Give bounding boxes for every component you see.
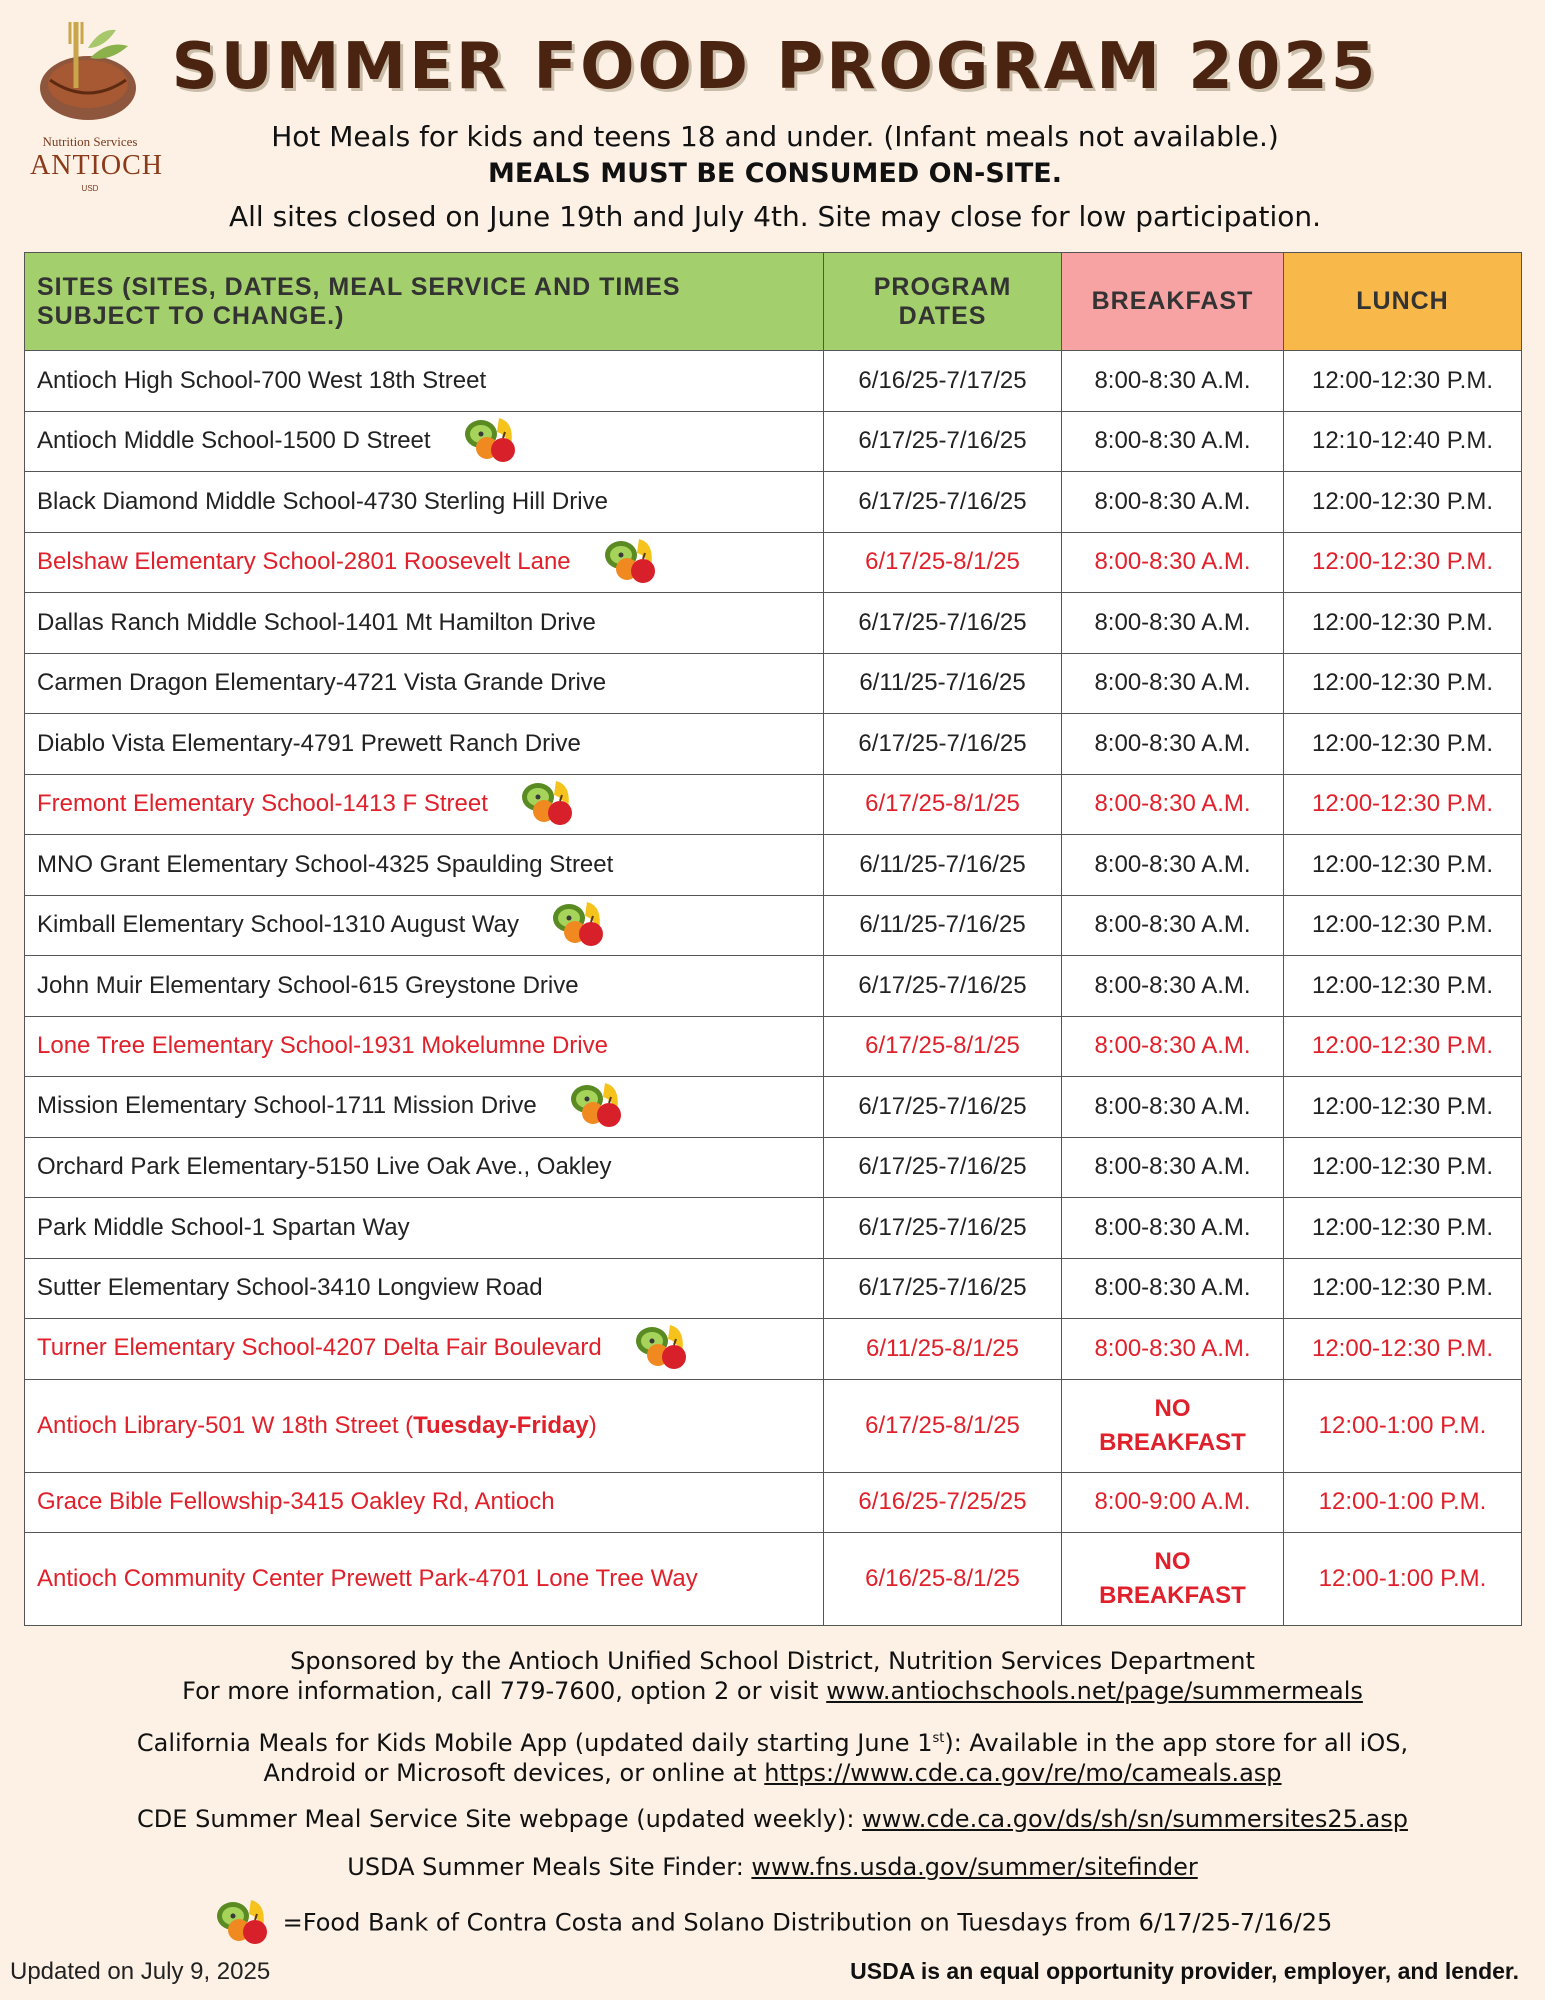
table-row — [25, 1258, 1522, 1319]
subtitle-closures: All sites closed on June 19th and July 4th. Site may close for low participation. — [228, 200, 1322, 233]
logo-text-nutrition: Nutrition Services — [42, 134, 138, 149]
bowl-fork-icon — [30, 18, 150, 133]
table-row — [25, 774, 1522, 835]
lunch-cell: 12:00-12:30 P.M. — [1284, 835, 1522, 896]
lunch-cell: 12:00-12:30 P.M. — [1284, 593, 1522, 654]
breakfast-cell: 8:00-8:30 A.M. — [1062, 1137, 1284, 1198]
table-row — [25, 1198, 1522, 1259]
breakfast-cell: 8:00-8:30 A.M. — [1062, 411, 1284, 472]
lunch-cell: 12:10-12:40 P.M. — [1284, 411, 1522, 472]
lunch-cell: 12:00-12:30 P.M. — [1284, 1077, 1522, 1138]
table-row — [25, 532, 1522, 593]
dates-cell: 6/11/25-7/16/25 — [824, 835, 1062, 896]
breakfast-cell: NO BREAKFAST — [1062, 1533, 1284, 1626]
dates-cell: 6/17/25-7/16/25 — [824, 714, 1062, 775]
table-row — [25, 411, 1522, 472]
header-lunch: LUNCH — [1284, 253, 1522, 351]
lunch-cell: 12:00-12:30 P.M. — [1284, 1319, 1522, 1380]
table-body — [25, 351, 1522, 1380]
table-row — [25, 593, 1522, 654]
dates-cell: 6/17/25-7/16/25 — [824, 411, 1062, 472]
dates-cell: 6/11/25-7/16/25 — [824, 895, 1062, 956]
dates-cell: 6/17/25-7/16/25 — [824, 956, 1062, 1017]
site-cell: Belshaw Elementary School-2801 Roosevelt Lane — [25, 532, 824, 593]
site-cell: Black Diamond Middle School-4730 Sterling Hill Drive — [25, 472, 824, 533]
site-cell: Kimball Elementary School-1310 August Way — [25, 895, 824, 956]
breakfast-cell: 8:00-8:30 A.M. — [1062, 1016, 1284, 1077]
breakfast-cell: 8:00-8:30 A.M. — [1062, 835, 1284, 896]
site-cell: Orchard Park Elementary-5150 Live Oak Ave., Oakley — [25, 1137, 824, 1198]
lunch-cell: 12:00-12:30 P.M. — [1284, 351, 1522, 412]
breakfast-cell: 8:00-8:30 A.M. — [1062, 895, 1284, 956]
sponsor-block — [60, 1646, 1485, 1706]
app-text: California Meals for Kids Mobile App (updated daily starting June 1st): Available in the app store for all iOS, — [136, 1729, 1409, 1757]
table-row — [25, 1379, 1522, 1472]
dates-cell: 6/16/25-7/17/25 — [824, 351, 1062, 412]
lunch-cell: 12:00-12:30 P.M. — [1284, 1137, 1522, 1198]
header-sites: SITES (SITES, DATES, MEAL SERVICE AND TIMES SUBJECT TO CHANGE.) — [25, 253, 824, 351]
usda-equal-opportunity: USDA is an equal opportunity provider, employer, and lender. — [850, 1958, 1519, 1984]
site-cell: Antioch Middle School-1500 D Street — [25, 411, 824, 472]
lunch-cell: 12:00-12:30 P.M. — [1284, 714, 1522, 775]
breakfast-cell: 8:00-8:30 A.M. — [1062, 956, 1284, 1017]
page-title: SUMMER FOOD PROGRAM 2025 — [171, 30, 1379, 104]
info-text: For more information, call 779-7600, option 2 or visit www.antiochschools.net/page/summermeals — [182, 1677, 1363, 1705]
lunch-cell: 12:00-12:30 P.M. — [1284, 1016, 1522, 1077]
breakfast-cell: NO BREAKFAST — [1062, 1379, 1284, 1472]
logo-text-usd: USD — [81, 184, 99, 193]
dates-cell: 6/17/25-7/16/25 — [824, 1077, 1062, 1138]
sponsor-text: Sponsored by the Antioch Unified School District, Nutrition Services Department — [290, 1647, 1255, 1675]
dates-cell: 6/17/25-7/16/25 — [824, 1258, 1062, 1319]
dates-cell: 6/11/25-7/16/25 — [824, 653, 1062, 714]
cde-summersites-link[interactable]: www.cde.ca.gov/ds/sh/sn/summersites25.asp — [862, 1805, 1408, 1833]
table-row — [25, 351, 1522, 412]
lunch-cell: 12:00-1:00 P.M. — [1284, 1533, 1522, 1626]
site-cell: Diablo Vista Elementary-4791 Prewett Ranch Drive — [25, 714, 824, 775]
breakfast-cell: 8:00-8:30 A.M. — [1062, 714, 1284, 775]
table-row — [25, 1533, 1522, 1626]
site-cell: Turner Elementary School-4207 Delta Fair Boulevard — [25, 1319, 824, 1380]
lunch-cell: 12:00-12:30 P.M. — [1284, 956, 1522, 1017]
cde-block: CDE Summer Meal Service Site webpage (updated weekly): www.cde.ca.gov/ds/sh/sn/summersites25.asp — [137, 1805, 1408, 1833]
breakfast-cell: 8:00-8:30 A.M. — [1062, 593, 1284, 654]
table-row — [25, 653, 1522, 714]
lunch-cell: 12:00-12:30 P.M. — [1284, 1258, 1522, 1319]
lunch-cell: 12:00-12:30 P.M. — [1284, 1198, 1522, 1259]
usda-block: USDA Summer Meals Site Finder: www.fns.usda.gov/summer/sitefinder — [347, 1853, 1198, 1881]
subtitle-onsite: MEALS MUST BE CONSUMED ON-SITE. — [488, 158, 1062, 189]
dates-cell: 6/17/25-8/1/25 — [824, 1016, 1062, 1077]
dates-cell: 6/17/25-8/1/25 — [824, 1379, 1062, 1472]
breakfast-cell: 8:00-9:00 A.M. — [1062, 1472, 1284, 1533]
header-program-dates: PROGRAM DATES — [824, 253, 1062, 351]
cameals-link[interactable]: https://www.cde.ca.gov/re/mo/cameals.asp — [764, 1759, 1282, 1787]
breakfast-cell: 8:00-8:30 A.M. — [1062, 653, 1284, 714]
site-cell: Fremont Elementary School-1413 F Street — [25, 774, 824, 835]
table-row — [25, 1472, 1522, 1533]
table-row — [25, 1137, 1522, 1198]
legend-block — [60, 1894, 1485, 1953]
table-header-row — [25, 253, 1522, 351]
site-cell: Carmen Dragon Elementary-4721 Vista Grande Drive — [25, 653, 824, 714]
table-row — [25, 714, 1522, 775]
breakfast-cell: 8:00-8:30 A.M. — [1062, 1258, 1284, 1319]
breakfast-cell: 8:00-8:30 A.M. — [1062, 1077, 1284, 1138]
table-row — [25, 1077, 1522, 1138]
fruit-basket-icon — [461, 412, 525, 471]
breakfast-cell: 8:00-8:30 A.M. — [1062, 472, 1284, 533]
lunch-cell: 12:00-12:30 P.M. — [1284, 472, 1522, 533]
lunch-cell: 12:00-12:30 P.M. — [1284, 895, 1522, 956]
updated-date: Updated on July 9, 2025 — [10, 1958, 271, 1985]
lunch-cell: 12:00-12:30 P.M. — [1284, 774, 1522, 835]
app-text-line2: Android or Microsoft devices, or online at https://www.cde.ca.gov/re/mo/cameals.asp — [263, 1759, 1282, 1787]
lunch-cell: 12:00-12:30 P.M. — [1284, 532, 1522, 593]
subtitle-eligibility: Hot Meals for kids and teens 18 and under. (Infant meals not available.) — [271, 120, 1279, 153]
breakfast-cell: 8:00-8:30 A.M. — [1062, 774, 1284, 835]
lunch-cell: 12:00-1:00 P.M. — [1284, 1472, 1522, 1533]
dates-cell: 6/17/25-7/16/25 — [824, 593, 1062, 654]
breakfast-cell: 8:00-8:30 A.M. — [1062, 351, 1284, 412]
dates-cell: 6/16/25-7/25/25 — [824, 1472, 1062, 1533]
dates-cell: 6/16/25-8/1/25 — [824, 1533, 1062, 1626]
site-cell: Antioch Library-501 W 18th Street (Tuesday-Friday) — [25, 1379, 824, 1472]
table-row — [25, 1016, 1522, 1077]
usda-sitefinder-link[interactable]: www.fns.usda.gov/summer/sitefinder — [751, 1853, 1198, 1881]
library-days: Tuesday-Friday — [413, 1411, 589, 1439]
table-row — [25, 835, 1522, 896]
lunch-cell: 12:00-12:30 P.M. — [1284, 653, 1522, 714]
breakfast-cell: 8:00-8:30 A.M. — [1062, 1319, 1284, 1380]
fruit-basket-icon — [601, 533, 665, 592]
fruit-basket-icon — [632, 1319, 696, 1378]
dates-cell: 6/17/25-7/16/25 — [824, 472, 1062, 533]
dates-cell: 6/17/25-7/16/25 — [824, 1198, 1062, 1259]
dates-cell: 6/17/25-8/1/25 — [824, 532, 1062, 593]
table-row — [25, 472, 1522, 533]
site-cell: Grace Bible Fellowship-3415 Oakley Rd, Antioch — [25, 1472, 824, 1533]
dates-cell: 6/17/25-7/16/25 — [824, 1137, 1062, 1198]
fruit-basket-icon — [518, 775, 582, 834]
site-cell: Antioch High School-700 West 18th Street — [25, 351, 824, 412]
breakfast-cell: 8:00-8:30 A.M. — [1062, 1198, 1284, 1259]
breakfast-cell: 8:00-8:30 A.M. — [1062, 532, 1284, 593]
meal-sites-table — [24, 252, 1522, 1626]
site-cell: Park Middle School-1 Spartan Way — [25, 1198, 824, 1259]
site-cell: Lone Tree Elementary School-1931 Mokelumne Drive — [25, 1016, 824, 1077]
site-cell: MNO Grant Elementary School-4325 Spaulding Street — [25, 835, 824, 896]
fruit-basket-icon — [213, 1894, 277, 1953]
table-body-extra — [25, 1379, 1522, 1626]
header-breakfast: BREAKFAST — [1062, 253, 1284, 351]
dates-cell: 6/17/25-8/1/25 — [824, 774, 1062, 835]
summermeals-link[interactable]: www.antiochschools.net/page/summermeals — [826, 1677, 1363, 1705]
dates-cell: 6/11/25-8/1/25 — [824, 1319, 1062, 1380]
table-row — [25, 1319, 1522, 1380]
fruit-basket-icon — [567, 1077, 631, 1136]
table-row — [25, 956, 1522, 1017]
legend-text: =Food Bank of Contra Costa and Solano Distribution on Tuesdays from 6/17/25-7/16/25 — [282, 1908, 1333, 1937]
site-cell: John Muir Elementary School-615 Greystone Drive — [25, 956, 824, 1017]
site-cell: Dallas Ranch Middle School-1401 Mt Hamilton Drive — [25, 593, 824, 654]
app-block — [60, 1724, 1485, 1788]
lunch-cell: 12:00-1:00 P.M. — [1284, 1379, 1522, 1472]
fruit-basket-icon — [549, 896, 613, 955]
site-cell: Antioch Community Center Prewett Park-4701 Lone Tree Way — [25, 1533, 824, 1626]
table-row — [25, 895, 1522, 956]
site-cell: Mission Elementary School-1711 Mission Drive — [25, 1077, 824, 1138]
site-cell: Sutter Elementary School-3410 Longview Road — [25, 1258, 824, 1319]
logo-text-antioch: ANTIOCH — [30, 150, 163, 181]
antioch-nutrition-logo — [30, 18, 163, 218]
